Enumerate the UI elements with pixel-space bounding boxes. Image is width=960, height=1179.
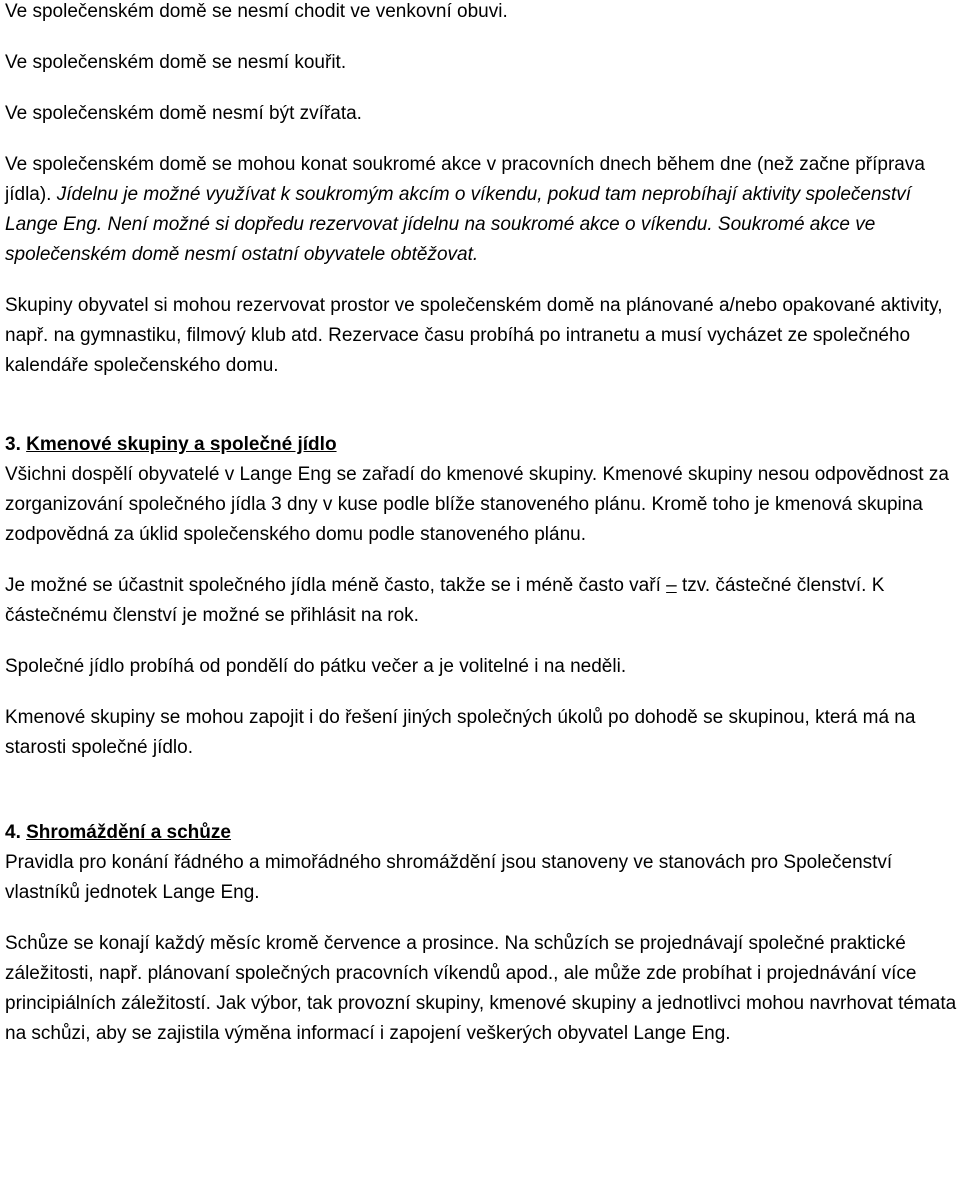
- section-4-number: 4.: [5, 822, 27, 843]
- private-events-weekend: Jídelnu je možné využívat k soukromým akcím o víkendu, pokud tam neprobíhají aktivity společenství Lange Eng. Není možné si dopředu rezervovat jídelnu na soukromé akce o víkendu. Soukromé akce ve společenském domě nesmí ostatní obyvatele obtěžovat.: [5, 184, 912, 265]
- section-3-number: 3.: [5, 434, 27, 455]
- section-4-paragraph-1: Pravidla pro konání řádného a mimořádného shromáždění jsou stanoveny ve stanovách pro Společenství vlastníků jednotek Lange Eng.: [5, 852, 893, 903]
- section-3-heading: [5, 430, 960, 460]
- rule-smoking: Ve společenském domě se nesmí kouřit.: [5, 52, 347, 73]
- section-3-paragraph-4: Kmenové skupiny se mohou zapojit i do řešení jiných společných úkolů po dohodě se skupinou, která má na starosti společné jídlo.: [5, 707, 916, 758]
- rule-shoes: Ve společenském domě se nesmí chodit ve venkovní obuvi.: [5, 1, 508, 22]
- rule-private-events: [5, 150, 960, 270]
- section-4-heading: [5, 818, 960, 848]
- section-3-paragraph-1: Všichni dospělí obyvatelé v Lange Eng se zařadí do kmenové skupiny. Kmenové skupiny nesou odpovědnost za zorganizování společného jídla 3 dny v kuse podle blíže stanoveného plánu. Kromě toho je kmenová skupina zodpovědná za úklid společenského domu podle stanoveného plánu.: [5, 464, 949, 545]
- section-3-paragraph-3: Společné jídlo probíhá od pondělí do pátku večer a je volitelné i na neděli.: [5, 656, 627, 677]
- section-4-paragraph-2: Schůze se konají každý měsíc kromě července a prosince. Na schůzích se projednávají společné praktické záležitosti, např. plánovaní společných pracovních víkendů apod., ale může zde probíhat i projednávání více principiálních záležitostí. Jak výbor, tak provozní skupiny, kmenové skupiny a jednotlivci mohou navrhovat témata na schůzi, aby se zajistila výměna informací i zapojení veškerých obyvatel Lange Eng.: [5, 933, 957, 1044]
- rule-animals: Ve společenském domě nesmí být zvířata.: [5, 103, 362, 124]
- section-3-paragraph-2: [5, 571, 960, 631]
- document-page: [5, 0, 960, 1049]
- partial-membership-dash: –: [666, 575, 677, 596]
- section-3-title: Kmenové skupiny a společné jídlo: [26, 434, 337, 455]
- rule-groups-booking: Skupiny obyvatel si mohou rezervovat prostor ve společenském domě na plánované a/nebo opakované aktivity, např. na gymnastiku, filmový klub atd. Rezervace času probíhá po intranetu a musí vycházet ze společného kalendáře společenského domu.: [5, 295, 943, 376]
- partial-membership-before: Je možné se účastnit společného jídla méně často, takže se i méně často vaří: [5, 575, 667, 596]
- section-4-title: Shromáždění a schůze: [26, 822, 231, 843]
- partial-membership-after: tzv. částečné členství. K částečnému členství je možné se přihlásit na rok.: [5, 575, 885, 626]
- private-events-lead: Ve společenském domě se mohou konat soukromé akce v pracovních dnech během dne (než začne příprava jídla).: [5, 154, 925, 205]
